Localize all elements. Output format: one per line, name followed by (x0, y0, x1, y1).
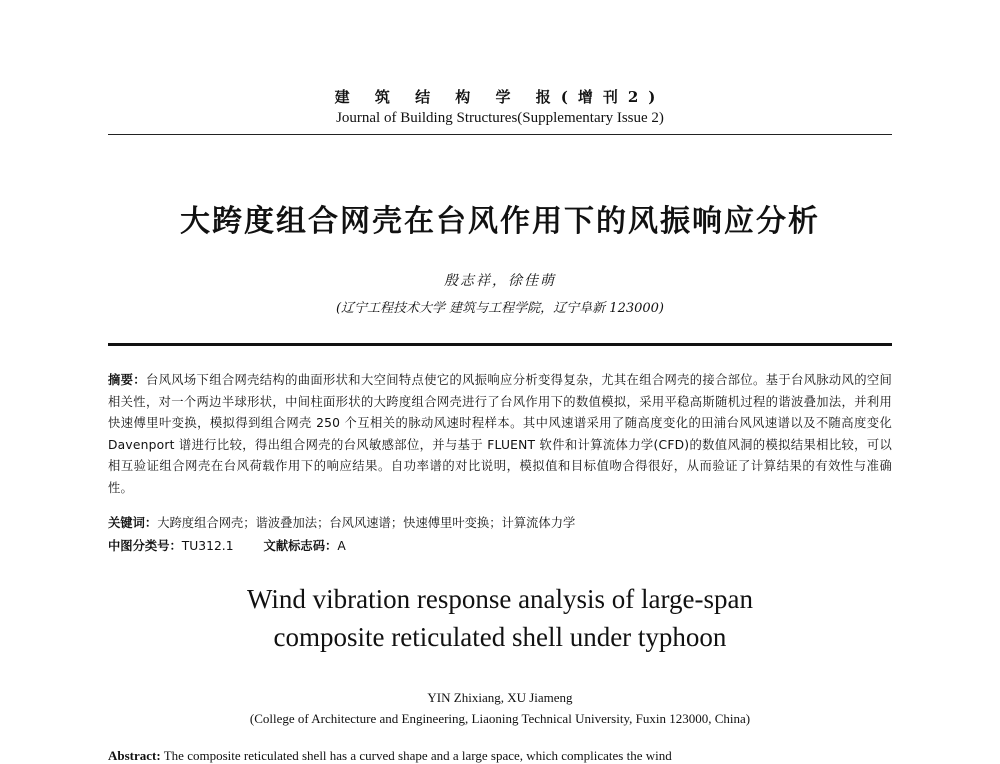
authors-en: YIN Zhixiang, XU Jiameng (427, 690, 573, 705)
paper-title-en (0, 580, 1000, 656)
paper-title-en-line1: Wind vibration response analysis of large-span (246, 584, 754, 614)
abstract-cn (108, 370, 892, 499)
abstract-rule (108, 343, 892, 346)
doc-code-value: A (337, 539, 346, 553)
affiliation-en: (College of Architecture and Engineering, Liaoning Technical University, Fuxin 123000, China) (249, 711, 751, 726)
keywords-cn (108, 513, 892, 531)
journal-name-en: Journal of Building Structures(Supplementary Issue 2) (336, 110, 664, 126)
authors-cn: 殷志祥，徐佳萌 (444, 273, 556, 289)
doc-code-label: 文献标志码： (263, 539, 338, 553)
abstract-label-cn: 摘要： (108, 373, 146, 387)
abstract-en (108, 748, 892, 764)
paper-title-cn: 大跨度组合网壳在台风作用下的风振响应分析 (180, 204, 820, 239)
classification-line (108, 536, 892, 554)
affiliation-cn: (辽宁工程技术大学 建筑与工程学院，辽宁阜新 123000) (335, 301, 665, 316)
keywords-text-cn: 大跨度组合网壳；谐波叠加法；台风风速谱；快速傅里叶变换；计算流体力学 (157, 516, 576, 530)
paper-title-en-line2: composite reticulated shell under typhoon (273, 622, 727, 652)
header-rule (108, 134, 892, 135)
clc-value: TU312.1 (181, 539, 234, 553)
keywords-label-cn: 关键词： (108, 516, 158, 530)
abstract-text-en: The composite reticulated shell has a curved shape and a large space, which complicates the wind (163, 748, 672, 763)
journal-name-cn: 建 筑 结 构 学 报(增刊2) (334, 88, 666, 106)
abstract-label-en: Abstract: (108, 748, 161, 763)
abstract-text-cn: 台风风场下组合网壳结构的曲面形状和大空间特点使它的风振响应分析变得复杂，尤其在组合网壳的接合部位。基于台风脉动风的空间相关性，对一个两边半球形状，中间柱面形状的大跨度组合网壳进行了台风作用下的数值模拟，采用平稳高斯随机过程的谐波叠加法，并利用快速傅里叶变换，模拟得到组合网壳 250 个互相关的脉动风速时程样本。其中风速谱采用了随高度变化的田浦台风风速谱以及不随高度变化 Davenport 谱进行比较，得出组合网壳的台风敏感部位，并与基于 FLUENT 软件和计算流体力学(CFD)的数值风洞的模拟结果相比较，可以相互验证组合网壳在台风荷载作用下的响应结果。自功率谱的对比说明，模拟值和目标值吻合得很好，从而验证了计算结果的有效性与准确性。 (108, 373, 892, 495)
clc-label: 中图分类号： (108, 539, 182, 553)
